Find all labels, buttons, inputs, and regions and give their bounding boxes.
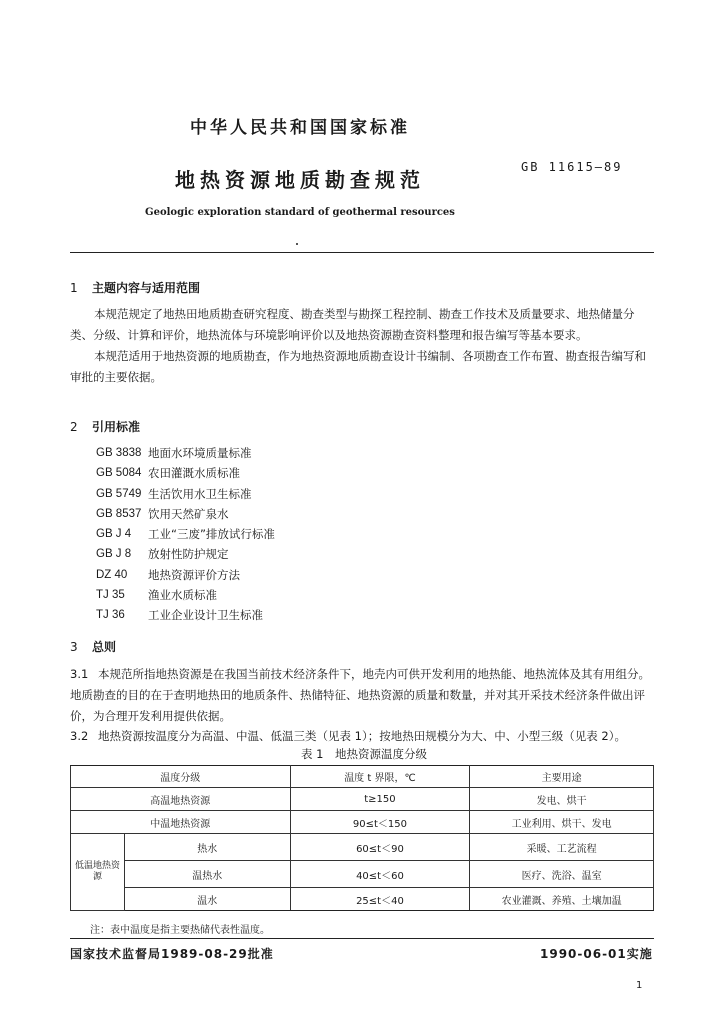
reference-name: 渔业水质标准 <box>148 588 217 603</box>
table-header-row <box>71 766 654 788</box>
reference-code: GB 5749 <box>96 487 142 500</box>
reference-item <box>96 524 275 544</box>
national-standard-label: 中华人民共和国国家标准 <box>190 118 410 138</box>
paragraph: 本规范规定了地热田地质勘查研究程度、勘查类型与勘探工程控制、勘查工作技术及质量要求、地热储量分类、分级、计算和评价，地热流体与环境影响评价以及地热资源勘查资料整理和报告编写等基本要求。 <box>70 307 635 342</box>
temperature-cell: 60≤t＜90 <box>290 834 470 861</box>
reference-name: 工业“三废”排放试行标准 <box>148 527 275 542</box>
reference-name: 工业企业设计卫生标准 <box>148 608 263 623</box>
reference-name: 生活饮用水卫生标准 <box>148 486 252 501</box>
class-cell: 高温地热资源 <box>71 788 291 811</box>
section-number: 2 <box>70 420 78 434</box>
table-row <box>71 888 654 911</box>
clause-3-1 <box>70 664 654 727</box>
reference-name: 饮用天然矿泉水 <box>148 506 229 521</box>
document-title: 地热资源地质勘查规范 <box>175 168 425 192</box>
temperature-cell: 40≤t＜60 <box>290 861 470 888</box>
clause-text: 地热资源按温度分为高温、中温、低温三类（见表 1）；按地热田规模分为大、中、小型三级（见表 2）。 <box>98 729 626 743</box>
reference-item <box>96 463 275 483</box>
reference-item <box>96 565 275 585</box>
clause-text: 本规范所指地热资源是在我国当前技术经济条件下，地壳内可供开发利用的地热能、地热流体及其有用组分。地质勘查的目的在于查明地热田的地质条件、热储特征、地热资源的质量和数量，并对其开采技术经济条件做出评价，为合理开发利用提供依据。 <box>70 667 650 723</box>
clause-number: 3.1 <box>70 667 89 681</box>
reference-code: GB 5084 <box>96 467 142 480</box>
use-cell: 医疗、洗浴、温室 <box>470 861 654 888</box>
reference-list <box>96 443 275 626</box>
clause-3-2 <box>70 726 654 747</box>
header-cell: 温度分级 <box>71 766 291 788</box>
table-row <box>71 788 654 811</box>
table-row <box>71 861 654 888</box>
reference-item <box>96 443 275 463</box>
reference-item <box>96 585 275 605</box>
english-title: Geologic exploration standard of geothermal resources <box>145 207 455 218</box>
reference-code: GB 8537 <box>96 507 142 520</box>
temperature-cell: 25≤t＜40 <box>290 888 470 911</box>
reference-code: GB 3838 <box>96 447 142 459</box>
use-cell: 采暖、工艺流程 <box>470 834 654 861</box>
page-number: 1 <box>636 980 643 991</box>
use-cell: 工业利用、烘干、发电 <box>470 811 654 834</box>
subclass-cell: 温热水 <box>124 861 290 888</box>
section-number: 3 <box>70 640 78 654</box>
temperature-cell: t≥150 <box>290 788 470 811</box>
reference-code: TJ 35 <box>96 589 125 602</box>
reference-item <box>96 605 275 625</box>
effective-date: 1990-06-01实施 <box>540 947 653 961</box>
reference-item <box>96 544 275 564</box>
temperature-cell: 90≤t＜150 <box>290 811 470 834</box>
section-number: 1 <box>70 281 78 295</box>
approval-line: 国家技术监督局1989-08-29批准 <box>70 947 274 961</box>
header-cell: 温度 t 界限，℃ <box>290 766 470 788</box>
footer-divider <box>70 938 654 939</box>
header-divider <box>70 252 654 253</box>
reference-name: 农田灌溉水质标准 <box>148 466 240 481</box>
reference-code: TJ 36 <box>96 609 125 622</box>
section-title: 引用标准 <box>92 420 141 434</box>
temperature-classification-table <box>70 765 654 911</box>
reference-code: GB J 4 <box>96 528 132 541</box>
subclass-cell: 热水 <box>124 834 290 861</box>
reference-item <box>96 484 275 504</box>
header-cell: 主要用途 <box>470 766 654 788</box>
section-1-body <box>70 304 654 388</box>
reference-code: DZ 40 <box>96 568 128 581</box>
section-title: 主题内容与适用范围 <box>92 281 201 295</box>
table-caption: 表 1 地热资源温度分级 <box>301 747 427 761</box>
section-2-heading <box>70 418 140 435</box>
reference-name: 放射性防护规定 <box>148 547 229 562</box>
reference-name: 地面水环境质量标准 <box>148 446 252 460</box>
reference-item <box>96 504 275 524</box>
table-row <box>71 834 654 861</box>
class-cell: 中温地热资源 <box>71 811 291 834</box>
standard-code: GB 11615—89 <box>521 160 623 174</box>
scan-speck <box>296 243 298 245</box>
section-1-heading <box>70 279 200 296</box>
table-row <box>71 811 654 834</box>
paragraph: 本规范适用于地热资源的地质勘查，作为地热资源地质勘查设计书编制、各项勘查工作布置、勘查报告编写和审批的主要依据。 <box>70 349 646 384</box>
clause-number: 3.2 <box>70 729 89 743</box>
use-cell: 发电、烘干 <box>470 788 654 811</box>
low-temp-group-cell: 低温地热资源 <box>71 834 125 911</box>
subclass-cell: 温水 <box>124 888 290 911</box>
section-title: 总则 <box>92 640 117 654</box>
reference-code: GB J 8 <box>96 548 132 561</box>
section-3-heading <box>70 638 116 655</box>
reference-name: 地热资源评价方法 <box>148 567 240 582</box>
table-note: 注：表中温度是指主要热储代表性温度。 <box>90 925 270 936</box>
use-cell: 农业灌溉、养殖、土壤加温 <box>470 888 654 911</box>
